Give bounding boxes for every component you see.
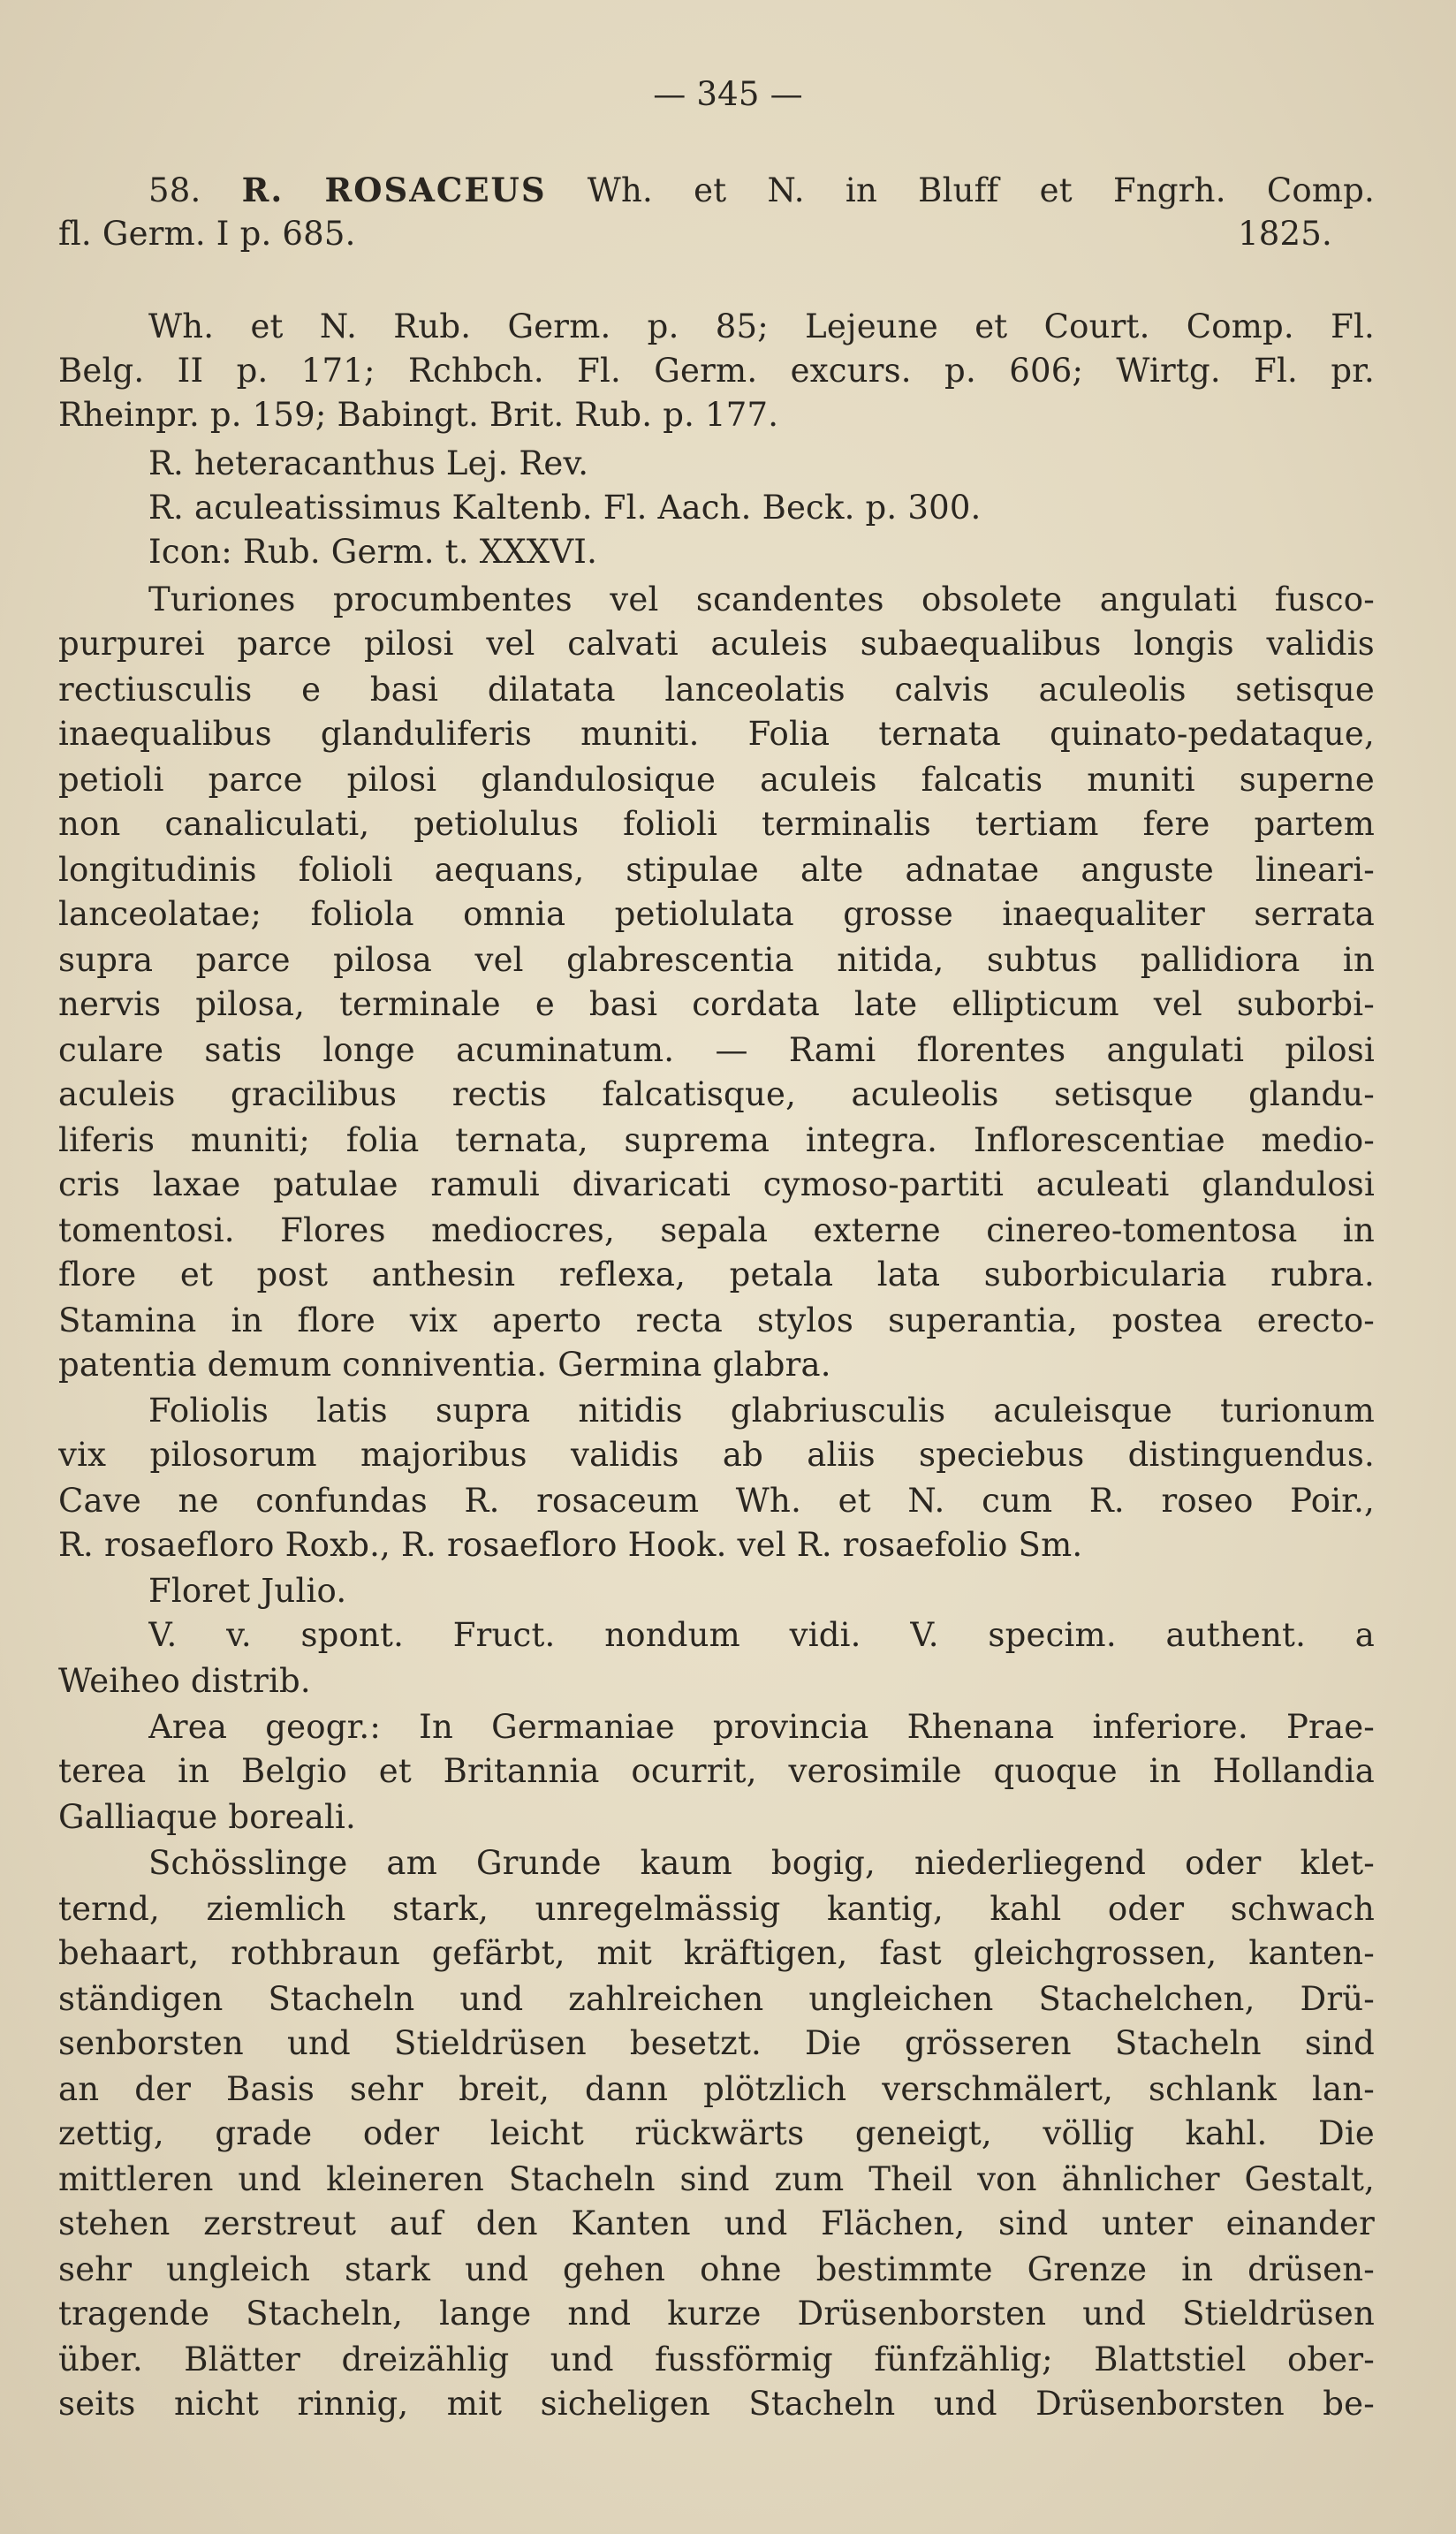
species-number: 58. [148, 171, 201, 209]
citation-continued: fl. Germ. I p. 685. [58, 215, 356, 253]
text-line: Stamina in flore vix aperto recta stylos superantia, postea erecto- [58, 1301, 1375, 1339]
text-line: sehr ungleich stark und gehen ohne bestimmte Grenze in drüsen- [58, 2250, 1375, 2288]
text-line: Galliaque boreali. [58, 1798, 356, 1836]
species-citation: Wh. et N. in Bluff et Fngrh. Comp. [587, 171, 1375, 209]
text-line: supra parce pilosa vel glabrescentia nitida, subtus pallidiora in [58, 941, 1375, 979]
text-line: Schösslinge am Grunde kaum bogig, niederliegend oder klet- [148, 1844, 1375, 1882]
text-line: terea in Belgio et Britannia ocurrit, verosimile quoque in Hollandia [58, 1752, 1375, 1790]
text-line: Belg. II p. 171; Rchbch. Fl. Germ. excurs. p. 606; Wirtg. Fl. pr. [58, 352, 1375, 390]
text-line: zettig, grade oder leicht rückwärts geneigt, völlig kahl. Die [58, 2114, 1375, 2152]
text-line: Area geogr.: In Germaniae provincia Rhenana inferiore. Prae- [148, 1708, 1375, 1746]
text-line: Rheinpr. p. 159; Babingt. Brit. Rub. p. 177. [58, 396, 779, 434]
text-line: cris laxae patulae ramuli divaricati cymoso-partiti aculeati glandulosi [58, 1165, 1375, 1203]
text-line: ternd, ziemlich stark, unregelmässig kantig, kahl oder schwach [58, 1890, 1375, 1928]
text-line: Cave ne confundas R. rosaceum Wh. et N. cum R. roseo Poir., [58, 1482, 1375, 1520]
text-line: lanceolatae; foliola omnia petiolulata grosse inaequaliter serrata [58, 895, 1375, 933]
citation-year: 1825. [1238, 215, 1332, 253]
text-line: tragende Stacheln, lange nnd kurze Drüsenborsten und Stieldrüsen [58, 2295, 1375, 2333]
text-line: purpurei parce pilosi vel calvati aculeis subaequalibus longis validis [58, 625, 1375, 663]
text-line: stehen zerstreut auf den Kanten und Flächen, sind unter einander [58, 2204, 1375, 2242]
text-line: tomentosi. Flores mediocres, sepala externe cinereo-tomentosa in [58, 1211, 1375, 1249]
text-line: inaequalibus glanduliferis muniti. Folia ternata quinato-pedataque, [58, 715, 1375, 753]
text-line: R. heteracanthus Lej. Rev. [148, 444, 589, 482]
page-number: — 345 — [653, 75, 803, 113]
text-line: Wh. et N. Rub. Germ. p. 85; Lejeune et Court. Comp. Fl. [148, 307, 1375, 345]
text-line: Foliolis latis supra nitidis glabriusculis aculeisque turionum [148, 1392, 1375, 1430]
text-line: seits nicht rinnig, mit sicheligen Stacheln und Drüsenborsten be- [58, 2385, 1375, 2423]
text-line: R. rosaefloro Roxb., R. rosaefloro Hook. vel R. rosaefolio Sm. [58, 1526, 1083, 1564]
text-line: Floret Julio. [148, 1572, 347, 1610]
text-line: Weiheo distrib. [58, 1662, 311, 1700]
species-genus: R. [241, 171, 284, 209]
text-line: ständigen Stacheln und zahlreichen ungleichen Stachelchen, Drü- [58, 1980, 1375, 2018]
species-heading-line2 [58, 212, 1375, 256]
text-line: behaart, rothbraun gefärbt, mit kräftigen, fast gleichgrossen, kanten- [58, 1934, 1375, 1972]
text-line: Turiones procumbentes vel scandentes obsolete angulati fusco- [148, 580, 1375, 618]
text-line: liferis muniti; folia ternata, suprema integra. Inflorescentiae medio- [58, 1121, 1375, 1159]
text-line: mittleren und kleineren Stacheln sind zum Theil von ähnlicher Gestalt, [58, 2160, 1375, 2198]
text-line: Icon: Rub. Germ. t. XXXVI. [148, 533, 598, 571]
text-line: petioli parce pilosi glandulosique aculeis falcatis muniti superne [58, 761, 1375, 799]
species-heading [148, 168, 1375, 212]
text-line: R. aculeatissimus Kaltenb. Fl. Aach. Beck. p. 300. [148, 489, 982, 527]
text-line: longitudinis folioli aequans, stipulae alte adnatae anguste lineari- [58, 851, 1375, 889]
text-line: flore et post anthesin reflexa, petala lata suborbicularia rubra. [58, 1256, 1375, 1294]
text-line: aculeis gracilibus rectis falcatisque, aculeolis setisque glandu- [58, 1075, 1375, 1113]
text-line: über. Blätter dreizählig und fussförmig fünfzählig; Blattstiel ober- [58, 2341, 1375, 2378]
text-line: culare satis longe acuminatum. — Rami florentes angulati pilosi [58, 1031, 1375, 1069]
text-line: non canaliculati, petiolulus folioli terminalis tertiam fere partem [58, 805, 1375, 843]
text-line: senborsten und Stieldrüsen besetzt. Die grösseren Stacheln sind [58, 2024, 1375, 2062]
text-line: patentia demum conniventia. Germina glabra. [58, 1346, 831, 1384]
species-name: ROSACEUS [324, 171, 547, 209]
text-line: rectiusculis e basi dilatata lanceolatis calvis aculeolis setisque [58, 671, 1375, 709]
text-line: an der Basis sehr breit, dann plötzlich verschmälert, schlank lan- [58, 2070, 1375, 2108]
text-line: V. v. spont. Fruct. nondum vidi. V. specim. authent. a [148, 1616, 1375, 1654]
text-line: vix pilosorum majoribus validis ab aliis speciebus distinguendus. [58, 1436, 1375, 1474]
text-line: nervis pilosa, terminale e basi cordata late ellipticum vel suborbi- [58, 985, 1375, 1023]
